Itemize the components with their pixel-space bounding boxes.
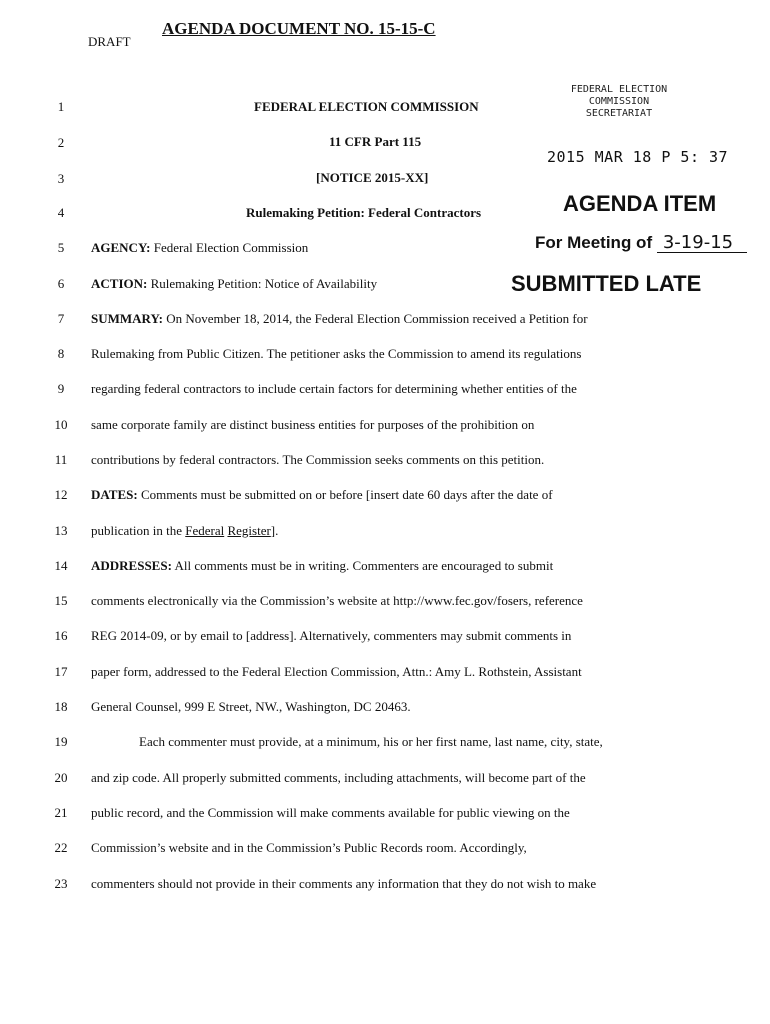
line-number: 16 (54, 628, 68, 643)
body-line: commenters should not provide in their comments any information that they do not wish to make (91, 876, 597, 891)
body-line: and zip code. All properly submitted comments, including attachments, will become part of the (91, 770, 586, 785)
agency-line (91, 240, 308, 256)
line-number: 4 (57, 205, 65, 220)
action-text: Rulemaking Petition: Notice of Availability (150, 276, 378, 291)
for-meeting-label: For Meeting of (535, 233, 653, 252)
agency-text: Federal Election Commission (153, 240, 309, 255)
cfr-part: 11 CFR Part 115 (329, 134, 422, 149)
addresses-label: ADDRESSES: (91, 558, 172, 573)
publication-text: publication in the (91, 523, 182, 538)
body-line: General Counsel, 999 E Street, NW., Washington, DC 20463. (91, 699, 411, 714)
stamp-date-time: 2015 MAR 18 P 5: 37 (547, 148, 729, 166)
line-number: 13 (54, 523, 68, 538)
summary-line (91, 311, 588, 327)
body-line: comments electronically via the Commission’s website at http://www.fec.gov/fosers, reference (91, 593, 583, 608)
stamp-line: COMMISSION (588, 96, 650, 107)
line-number: 22 (54, 840, 68, 855)
line-number: 3 (57, 171, 65, 186)
line-number: 11 (54, 452, 68, 467)
line-number: 2 (57, 135, 65, 150)
body-line: same corporate family are distinct business entities for purposes of the prohibition on (91, 417, 535, 432)
body-line: public record, and the Commission will make comments available for public viewing on the (91, 805, 570, 820)
line-number: 14 (54, 558, 68, 573)
agenda-item-label: AGENDA ITEM (563, 191, 717, 216)
body-line: Commission’s website and in the Commission’s Public Records room. Accordingly, (91, 840, 527, 855)
register-word: Register (227, 523, 271, 538)
action-label: ACTION: (91, 276, 148, 291)
submitted-late-label: SUBMITTED LATE (511, 271, 702, 296)
body-line: regarding federal contractors to include certain factors for determining whether entities of the (91, 381, 577, 396)
line-number: 17 (54, 664, 68, 679)
rulemaking-subject: Rulemaking Petition: Federal Contractors (246, 205, 482, 220)
line-number: 12 (54, 487, 68, 502)
dates-text: Comments must be submitted on or before [insert date 60 days after the date of (140, 487, 553, 502)
body-line: Each commenter must provide, at a minimum, his or her first name, last name, city, state, (139, 734, 603, 749)
action-line (91, 276, 377, 292)
summary-label: SUMMARY: (91, 311, 164, 326)
addresses-text: All comments must be in writing. Commenters are encouraged to submit (174, 558, 554, 573)
stamp-line: SECRETARIAT (585, 108, 653, 119)
for-meeting-of (535, 233, 747, 253)
secretariat-stamp (555, 84, 683, 120)
line-number: 15 (54, 593, 68, 608)
line-number: 21 (54, 805, 68, 820)
body-line: contributions by federal contractors. The Commission seeks comments on this petition. (91, 452, 545, 467)
line-number: 18 (54, 699, 68, 714)
body-line: paper form, addressed to the Federal Election Commission, Attn.: Amy L. Rothstein, Assistant (91, 664, 582, 679)
line-number: 23 (54, 876, 68, 891)
line-number: 9 (57, 381, 65, 396)
line-number: 8 (57, 346, 65, 361)
line-number: 20 (54, 770, 68, 785)
publication-close: ]. (270, 523, 279, 538)
line-number: 10 (54, 417, 68, 432)
body-line: Rulemaking from Public Citizen. The petitioner asks the Commission to amend its regulations (91, 346, 582, 361)
publication-line (91, 523, 278, 539)
agency-title: FEDERAL ELECTION COMMISSION (254, 99, 479, 114)
summary-text: On November 18, 2014, the Federal Election Commission received a Petition for (166, 311, 588, 326)
line-number: 5 (57, 240, 65, 255)
agency-label: AGENCY: (91, 240, 151, 255)
line-number: 6 (57, 276, 65, 291)
line-number: 1 (57, 99, 65, 114)
dates-label: DATES: (91, 487, 138, 502)
meeting-date-handwritten: 3-19-15 (657, 233, 747, 253)
dates-line (91, 487, 553, 503)
stamp-line: FEDERAL ELECTION (570, 84, 668, 95)
line-number: 19 (54, 734, 68, 749)
addresses-line (91, 558, 553, 574)
notice-number: [NOTICE 2015-XX] (316, 170, 429, 185)
draft-label: DRAFT (88, 34, 131, 49)
federal-word: Federal (185, 523, 225, 538)
line-number: 7 (57, 311, 65, 326)
agenda-document-number: AGENDA DOCUMENT NO. 15-15-C (162, 19, 436, 38)
body-line: REG 2014-09, or by email to [address]. Alternatively, commenters may submit comments in (91, 628, 572, 643)
